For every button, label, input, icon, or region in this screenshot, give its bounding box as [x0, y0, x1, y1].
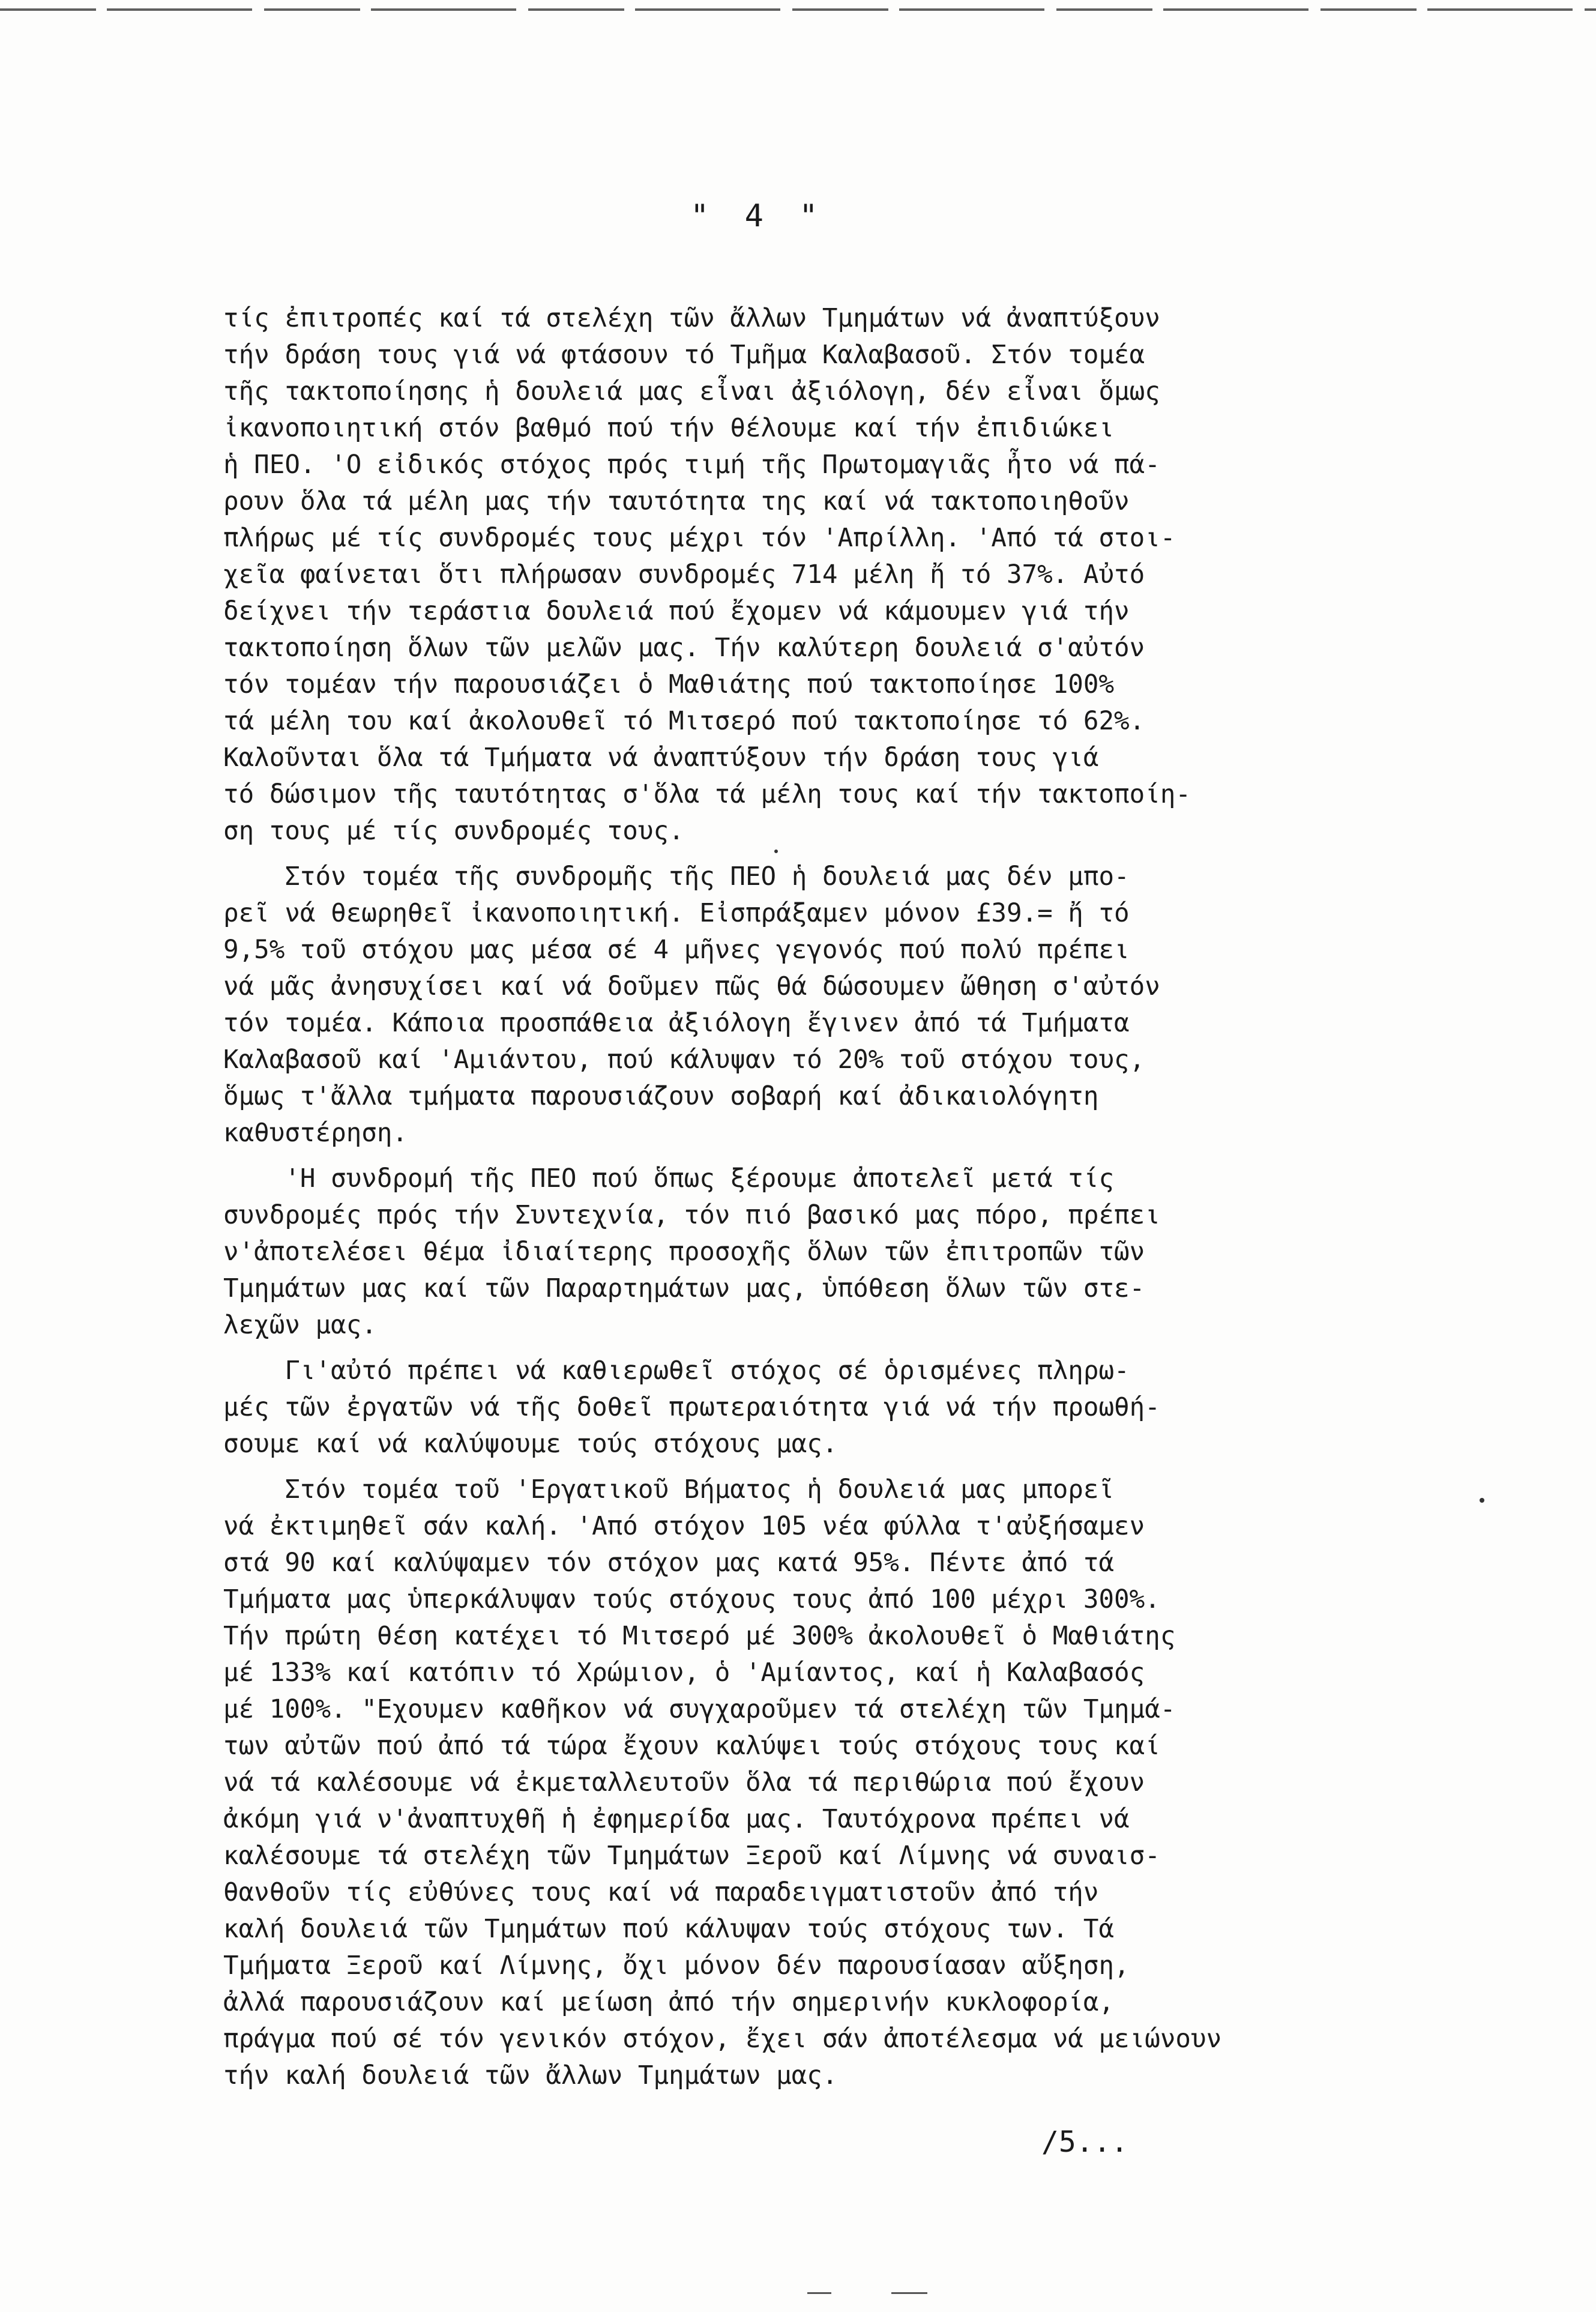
- text-line: καθυστέρηση.: [223, 1118, 408, 1148]
- paragraph: [223, 1161, 1448, 1344]
- text-line: ἰκανοποιητική στόν βαθμό πού τήν θέλουμε καί τήν ἐπιδιώκει: [223, 414, 1115, 443]
- ink-speck: [774, 850, 778, 853]
- text-line: δείχνει τήν τεράστια δουλειά πού ἔχομεν νά κάμουμεν γιά τήν: [223, 597, 1130, 626]
- text-line: πλήρως μέ τίς συνδρομές τους μέχρι τόν 'Απρίλλη. 'Από τά στοι-: [223, 524, 1176, 553]
- text-line: τακτοποίηση ὅλων τῶν μελῶν μας. Τήν καλύτερη δουλειά σ'αὐτόν: [223, 633, 1145, 663]
- text-line: ρεῖ νά θεωρηθεῖ ἰκανοποιητική. Εἰσπράξαμεν μόνον £39.= ἤ τό: [223, 899, 1130, 928]
- text-line: χεῖα φαίνεται ὅτι πλήρωσαν συνδρομές 714 μέλη ἤ τό 37%. Αὐτό: [223, 560, 1145, 590]
- text-line: 9,5% τοῦ στόχου μας μέσα σέ 4 μῆνες γεγονός πού πολύ πρέπει: [223, 935, 1130, 965]
- text-line: ἀλλά παρουσιάζουν καί μείωση ἀπό τήν σημερινήν κυκλοφορία,: [223, 1988, 1115, 2017]
- text-line: τίς ἐπιτροπές καί τά στελέχη τῶν ἄλλων Τμημάτων νά ἀναπτύξουν: [223, 304, 1160, 333]
- text-line: τό δώσιμον τῆς ταυτότητας σ'ὅλα τά μέλη τους καί τήν τακτοποίη-: [223, 780, 1191, 809]
- text-line: τόν τομέαν τήν παρουσιάζει ὁ Μαθιάτης πού τακτοποίησε 100%: [223, 670, 1115, 699]
- text-line: μέ 133% καί κατόπιν τό Χρώμιον, ὁ 'Αμίαντος, καί ἡ Καλαβασός: [223, 1658, 1145, 1688]
- text-line: στά 90 καί καλύψαμεν τόν στόχον μας κατά 95%. Πέντε ἀπό τά: [223, 1548, 1115, 1578]
- text-line: Τμήματα μας ὑπερκάλυψαν τούς στόχους τους ἀπό 100 μέχρι 300%.: [223, 1585, 1160, 1614]
- text-line: τῆς τακτοποίησης ἡ δουλειά μας εἶναι ἀξιόλογη, δέν εἶναι ὅμως: [223, 377, 1160, 406]
- text-line: ση τους μέ τίς συνδρομές τους.: [223, 816, 684, 846]
- text-line: νά μᾶς ἀνησυχίσει καί νά δοῦμεν πῶς θά δώσουμεν ὤθηση σ'αὐτόν: [223, 972, 1160, 1001]
- text-line: Καλαβασοῦ καί 'Αμιάντου, πού κάλυψαν τό 20% τοῦ στόχου τους,: [223, 1045, 1145, 1075]
- text-line: πράγμα πού σέ τόν γενικόν στόχον, ἔχει σάν ἀποτέλεσμα νά μειώνουν: [223, 2024, 1222, 2054]
- text-line: ὅμως τ'ἄλλα τμήματα παρουσιάζουν σοβαρή καί ἀδικαιολόγητη: [223, 1082, 1099, 1111]
- text-line: Τμήματα Ξεροῦ καί Λίμνης, ὄχι μόνον δέν παρουσίασαν αὔξηση,: [223, 1951, 1130, 1981]
- text-line: ἀκόμη γιά ν'ἀναπτυχθῆ ἡ ἐφημερίδα μας. Ταυτόχρονα πρέπει νά: [223, 1805, 1130, 1834]
- bottom-mark: [891, 2292, 927, 2294]
- text-line: των αὐτῶν πού ἀπό τά τώρα ἔχουν καλύψει τούς στόχους τους καί: [223, 1731, 1160, 1761]
- text-line: τά μέλη του καί ἀκολουθεῖ τό Μιτσερό πού τακτοποίησε τό 62%.: [223, 707, 1145, 736]
- text-line: καλέσουμε τά στελέχη τῶν Τμημάτων Ξεροῦ καί Λίμνης νά συναισ-: [223, 1841, 1160, 1871]
- text-line: μές τῶν ἐργατῶν νά τῆς δοθεῖ πρωτεραιότητα γιά νά τήν προωθή-: [223, 1393, 1160, 1422]
- ink-speck: [1480, 1498, 1484, 1503]
- text-line: Καλοῦνται ὅλα τά Τμήματα νά ἀναπτύξουν τήν δράση τους γιά: [223, 743, 1099, 773]
- text-line: μέ 100%. "Εχουμεν καθῆκον νά συγχαροῦμεν τά στελέχη τῶν Τμημά-: [223, 1695, 1176, 1724]
- continuation-marker: /5...: [1041, 2125, 1128, 2159]
- text-line: ἡ ΠΕΟ. 'Ο εἰδικός στόχος πρός τιμή τῆς Πρωτομαγιᾶς ἦτο νά πά-: [223, 450, 1160, 480]
- top-border-rule: [0, 8, 1596, 11]
- page-number: " 4 ": [690, 198, 827, 234]
- text-line: Τήν πρώτη θέση κατέχει τό Μιτσερό μέ 300% ἀκολουθεῖ ὁ Μαθιάτης: [223, 1622, 1176, 1651]
- text-line: νά τά καλέσουμε νά ἐκμεταλλευτοῦν ὅλα τά περιθώρια πού ἔχουν: [223, 1768, 1145, 1797]
- text-line: λεχῶν μας.: [223, 1311, 377, 1340]
- paragraph: [223, 859, 1448, 1151]
- text-line: τήν δράση τους γιά νά φτάσουν τό Τμῆμα Καλαβασοῦ. Στόν τομέα: [223, 340, 1145, 370]
- text-line: Γι'αὐτό πρέπει νά καθιερωθεῖ στόχος σέ ὁρισμένες πληρω-: [223, 1356, 1130, 1386]
- text-line: καλή δουλειά τῶν Τμημάτων πού κάλυψαν τούς στόχους των. Τά: [223, 1915, 1115, 1944]
- text-line: ν'ἀποτελέσει θέμα ἰδιαίτερης προσοχῆς ὅλων τῶν ἐπιτροπῶν τῶν: [223, 1237, 1145, 1267]
- text-line: τόν τομέα. Κάποια προσπάθεια ἀξιόλογη ἔγινεν ἀπό τά Τμήματα: [223, 1009, 1130, 1038]
- text-line: συνδρομές πρός τήν Συντεχνία, τόν πιό βασικό μας πόρο, πρέπει: [223, 1201, 1160, 1230]
- text-line: σουμε καί νά καλύψουμε τούς στόχους μας.: [223, 1429, 838, 1459]
- text-line: ρουν ὅλα τά μέλη μας τήν ταυτότητα της καί νά τακτοποιηθοῦν: [223, 487, 1130, 516]
- text-line: Στόν τομέα τοῦ 'Εργατικοῦ Βήματος ἡ δουλειά μας μπορεῖ: [223, 1475, 1115, 1505]
- paragraph: [223, 300, 1448, 850]
- text-line: Τμημάτων μας καί τῶν Παραρτημάτων μας, ὑπόθεση ὅλων τῶν στε-: [223, 1274, 1145, 1303]
- text-line: θανθοῦν τίς εὐθύνες τους καί νά παραδειγματιστοῦν ἀπό τήν: [223, 1878, 1099, 1907]
- paragraph: [223, 1353, 1448, 1462]
- paragraph: [223, 1471, 1448, 2094]
- document-body: [223, 300, 1448, 2094]
- text-line: νά ἐκτιμηθεῖ σάν καλή. 'Από στόχον 105 νέα φύλλα τ'αὐξήσαμεν: [223, 1512, 1145, 1541]
- bottom-mark: [807, 2292, 831, 2294]
- text-line: 'Η συνδρομή τῆς ΠΕΟ πού ὅπως ξέρουμε ἀποτελεῖ μετά τίς: [223, 1164, 1115, 1194]
- text-line: Στόν τομέα τῆς συνδρομῆς τῆς ΠΕΟ ἡ δουλειά μας δέν μπο-: [223, 862, 1130, 892]
- text-line: τήν καλή δουλειά τῶν ἄλλων Τμημάτων μας.: [223, 2061, 838, 2090]
